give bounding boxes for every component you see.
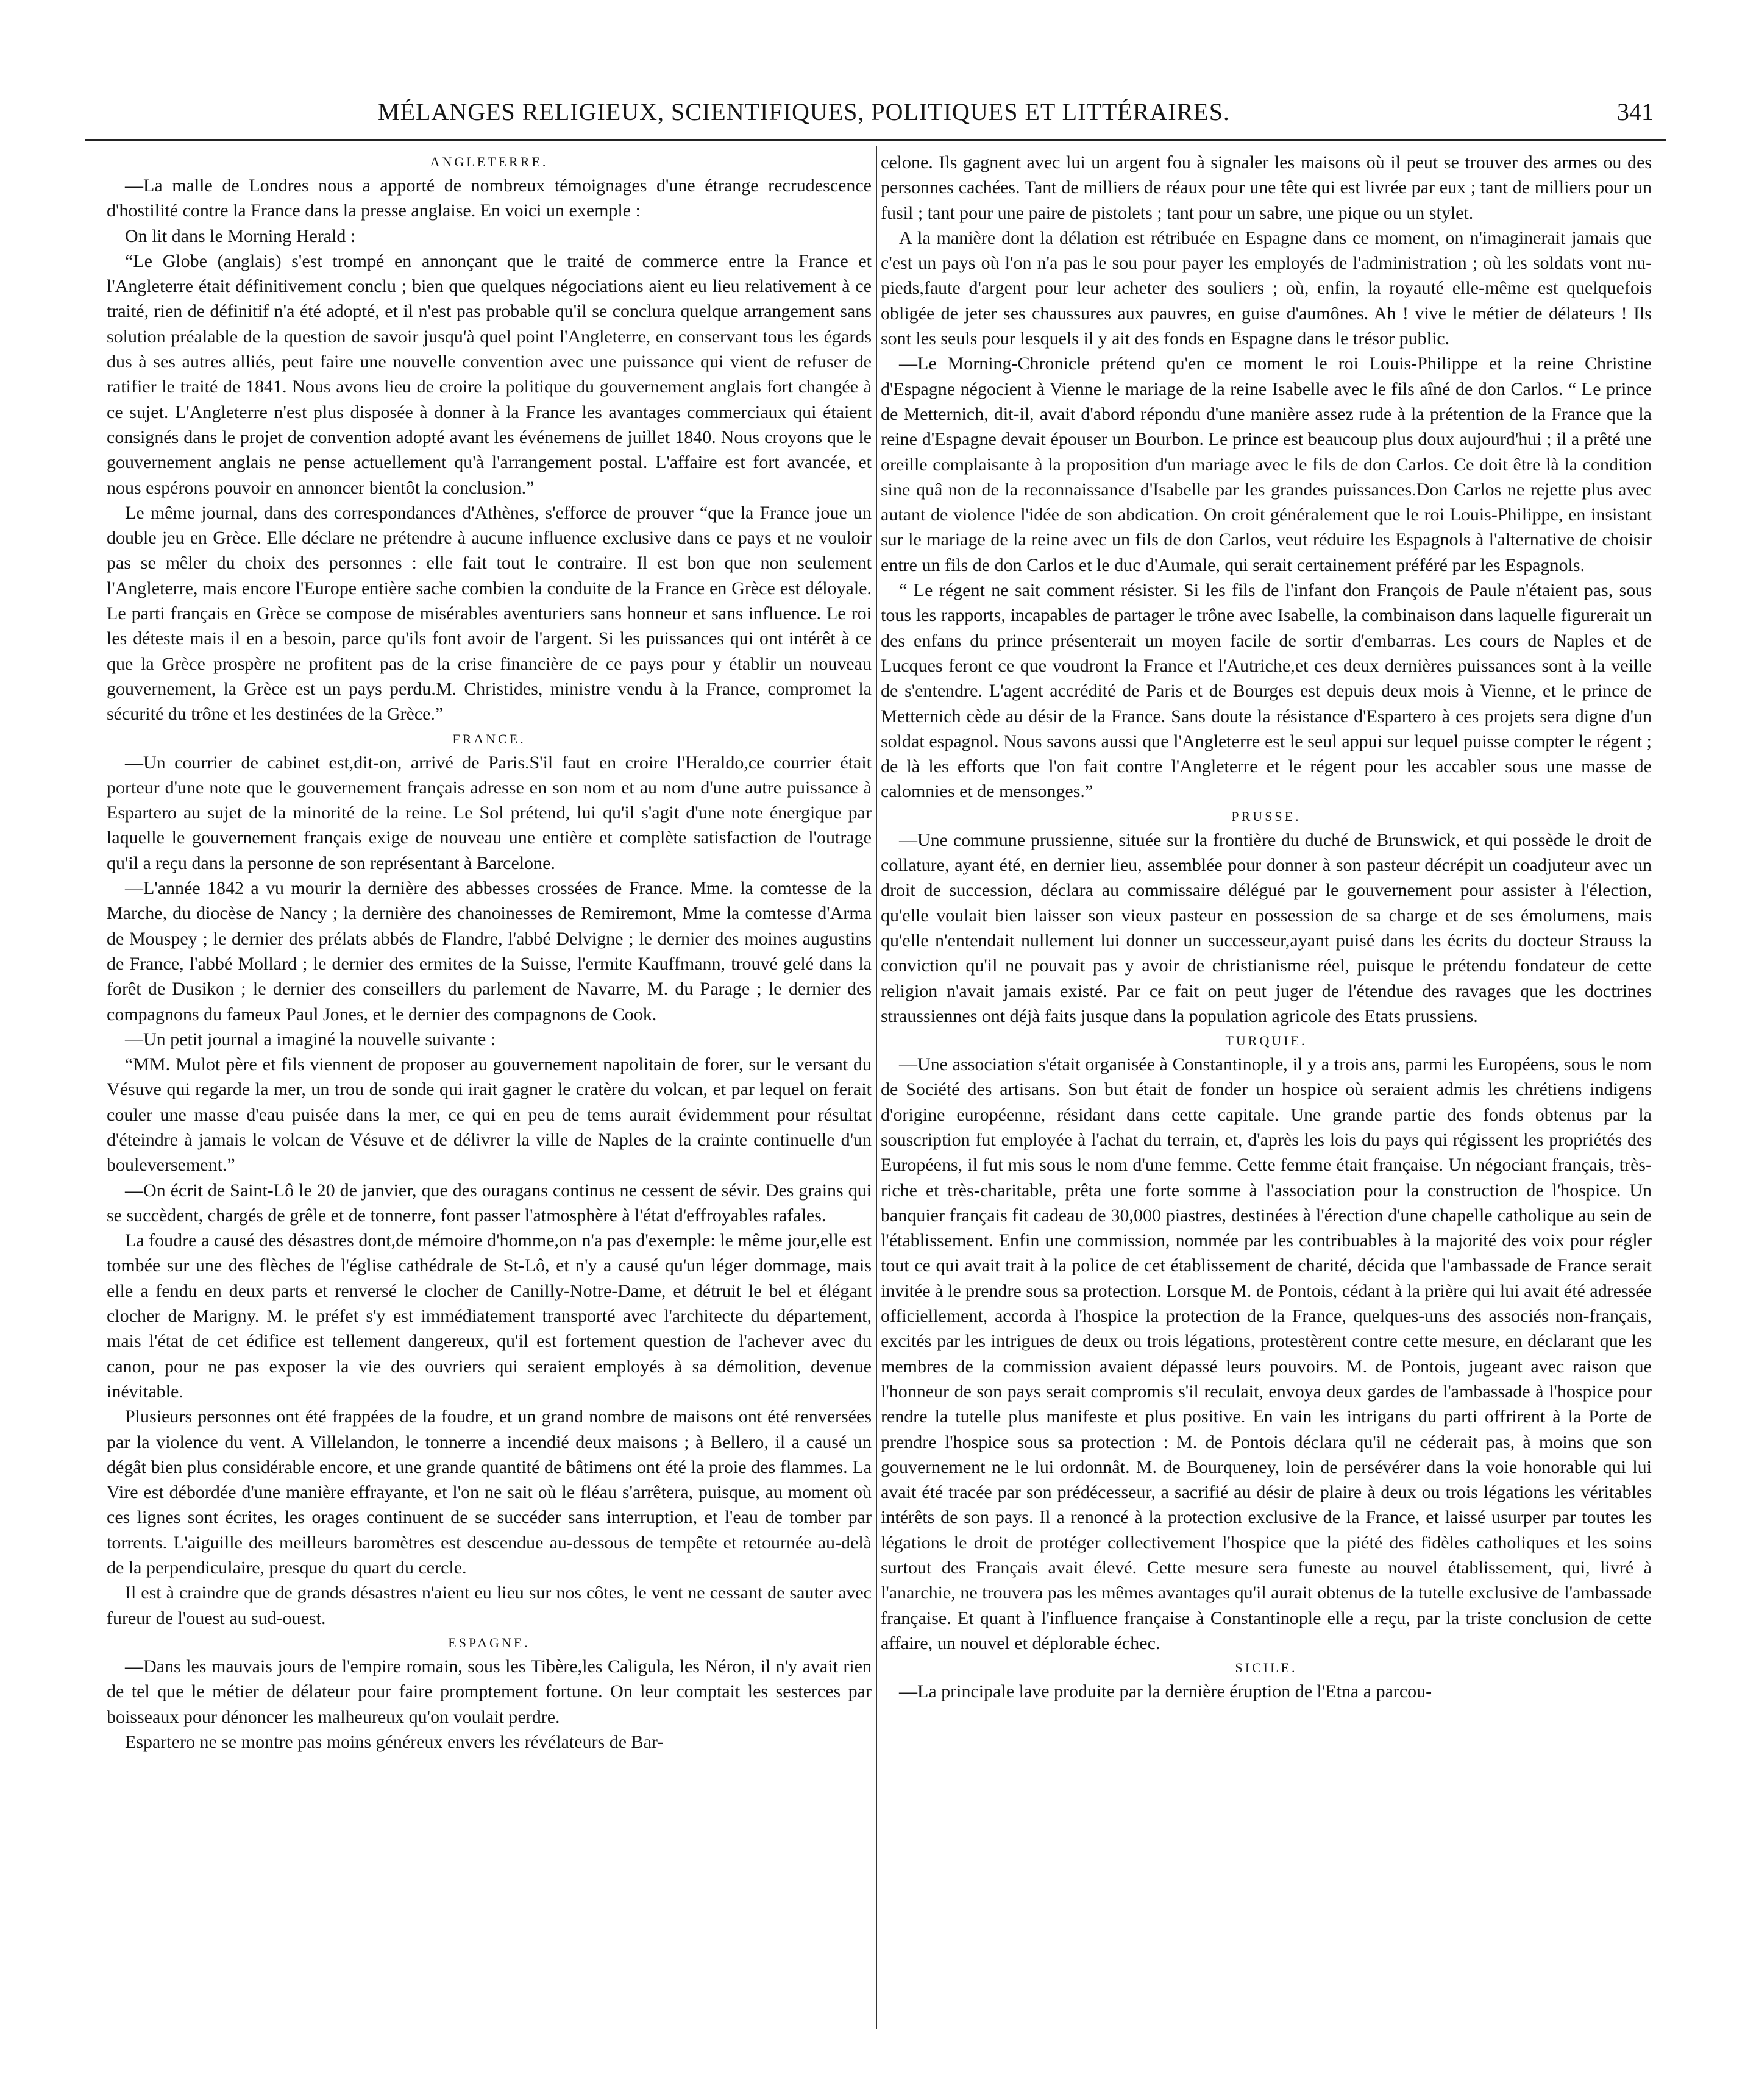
paragraph: —La malle de Londres nous a apporté de nombreux témoignages d'une étrange recrudescence d'hostilité contre la France dans la presse anglaise. En voici un exemple : bbox=[107, 176, 872, 221]
paragraph: celone. Ils gagnent avec lui un argent fou à signaler les maisons où il peut se trouver des armes ou des personnes cachées. Tant de milliers de réaux pour une tête qui est livrée par eux ; tant de milliers pour un fusil ; tant pour une paire de pistolets ; tant pour un sabre, une pique ou un stylet. bbox=[881, 152, 1652, 223]
paragraph: —Un petit journal a imaginé la nouvelle suivante : bbox=[125, 1029, 496, 1049]
right-column bbox=[881, 150, 1652, 2027]
left-column bbox=[107, 150, 872, 2027]
running-title: MÉLANGES RELIGIEUX, SCIENTIFIQUES, POLITIQUES ET LITTÉRAIRES. bbox=[378, 98, 1230, 126]
page-header bbox=[79, 98, 1666, 140]
paragraph: —On écrit de Saint-Lô le 20 de janvier, que des ouragans continus ne cessent de sévir. Des grains qui se succèdent, chargés de grêle et de tonnerre, font passer l'atmosphère à l'état d'effroyables rafales. bbox=[107, 1180, 872, 1226]
paragraph: Plusieurs personnes ont été frappées de la foudre, et un grand nombre de maisons ont été renversées par la violence du vent. A Villelandon, le tonnerre a incendié deux maisons ; à Bellero, il a causé un dégât bien plus considérable encore, et une grande quantité de bâtimens ont été la proie des flammes. La Vire est débordée d'une manière effrayante, et l'on ne sait où le fléau s'arrêtera, puisque, au moment où ces lignes sont écrites, les orages continuent de se succéder sans interruption, et l'eau de tomber par torrents. L'aiguille des meilleurs baromètres est descendue au-dessous de tempête et retournée au-delà de la perpendiculaire, presque du quart du cercle. bbox=[107, 1407, 872, 1578]
section-heading-espagne: ESPAGNE. bbox=[448, 1634, 530, 1650]
paragraph: Espartero ne se montre pas moins généreux envers les révélateurs de Bar- bbox=[125, 1731, 664, 1752]
section-heading-angleterre: ANGLETERRE. bbox=[430, 154, 549, 169]
paragraph: Il est à craindre que de grands désastres n'aient eu lieu sur nos côtes, le vent ne cessant de sauter avec fureur de l'ouest au sud-ouest. bbox=[107, 1583, 872, 1628]
section-heading-france: FRANCE. bbox=[452, 731, 526, 747]
paragraph: —Un courrier de cabinet est,dit-on, arrivé de Paris.S'il faut en croire l'Heraldo,ce courrier était porteur d'une note que le gouvernement français adresse en son nom et au nom d'une autre puissance à Espartero au sujet de la minorité de la reine. Le Sol prétend, lui qu'il s'agit d'une note énergique par laquelle le gouvernement français exige de nouveau une entière et complète satisfaction de l'outrage qu'il a reçu dans la personne de son représentant à Barcelone. bbox=[107, 752, 872, 873]
paragraph: On lit dans le Morning Herald : bbox=[125, 225, 356, 246]
paragraph: Le même journal, dans des correspondances d'Athènes, s'efforce de prouver “que la France joue un double jeu en Grèce. Elle déclare ne prétendre à aucune influence exclusive dans ce pays et ne vouloir pas se mêler du choix des personnes : elle fait tout le contraire. Il est bon que non seulement l'Angleterre, mais encore l'Europe entière sache combien la conduite de la France en Grèce est déloyale. Le parti français en Grèce se compose de misérables aventuriers sans honneur et sans influence. Le roi les déteste mais il en a besoin, parce qu'ils font avoir de l'argent. Si les puissances qui ont intérêt à ce que la Grèce prospère ne profitent pas de la crise financière de ce pays pour y établir un nouveau gouvernement, la Grèce est un pays perdu.M. Christides, ministre vendu à la France, compromet la sécurité du trône et les destinées de la Grèce.” bbox=[107, 502, 872, 725]
page-number: 341 bbox=[1617, 98, 1654, 126]
paragraph: “MM. Mulot père et fils viennent de proposer au gouvernement napolitain de forer, sur le versant du Vésuve qui regarde la mer, un trou de sonde qui irait gagner le cratère du volcan, et par lequel on ferait couler une masse d'eau puisée dans la mer, ce qui en peu de tems aurait évidemment pour résultat d'éteindre à jamais le volcan de Vésuve et de délivrer la ville de Naples de la crainte continuelle d'un bouleversement.” bbox=[107, 1054, 872, 1176]
paragraph: —Une association s'était organisée à Constantinople, il y a trois ans, parmi les Européens, sous le nom de Société des artisans. Son but était de fonder un hospice où seraient admis les chrétiens indigens d'origine européenne, résidant dans cette capitale. Une grande partie des fonds obtenus par la souscription fut employée à l'achat du terrain, et, d'après les lois du pays qui régissent les propriétés des Européens, il fut mis sous le nom d'une femme. Cette femme était française. Un négociant français, très-riche et très-charitable, prêta une forte somme à l'association pour la construction de l'hospice. Un banquier français fit cadeau de 30,000 piastres, destinées à l'érection d'une chapelle catholique au sein de l'établissement. Enfin une commission, nommée par les contribuables à la majorité des voix pour régler tout ce qui avait trait à la police de cet établissement de charité, décida que l'ambassade de France serait invitée à le prendre sous sa protection. Lorsque M. de Pontois, cédant à la prière qui lui avait été adressée officiellement, accorda à l'hospice la protection de la France, quelques-uns des associés non-français, excités par les intrigues de deux ou trois légations, protestèrent contre cette mesure, en déclarant que les membres de la commission avaient dépassé leurs pouvoirs. M. de Pontois, jugeant avec raison que l'honneur de son pays serait compromis s'il reculait, envoya deux gardes de l'ambassade à l'hospice pour rendre la tutelle plus manifeste et plus positive. En vain les intrigans du parti offrirent à la Porte de prendre l'hospice sous sa protection : M. de Pontois déclara qu'il ne céderait pas, à moins que son gouvernement ne le lui ordonnât. M. de Bourqueney, loin de persévérer dans la voie honorable qui lui avait été tracée par son prédécesseur, a sacrifié au désir de plaire à deux ou trois légations les véritables intérêts de son pays. Il a renoncé à la protection exclusive de la France, et laissé usurper par toutes les légations le droit de protéger collectivement l'hospice que la piété des fidèles catholiques et les soins surtout des Français avait élevé. Cette mesure sera funeste au nouvel établissement, qui, livré à l'anarchie, ne trouvera pas les mêmes avantages qu'il aurait obtenus de la tutelle exclusive de l'ambassade française. Et quant à l'influence française à Constantinople elle a reçu, par la triste conclusion de cette affaire, un nouvel et déplorable échec. bbox=[881, 1054, 1652, 1653]
paragraph: —L'année 1842 a vu mourir la dernière des abbesses crossées de France. Mme. la comtesse de la Marche, du diocèse de Nancy ; la dernière des chanoinesses de Remiremont, Mme la comtesse d'Arma de Mouspey ; le dernier des prélats abbés de Flandre, l'abbé Delvigne ; le dernier des moines augustins de France, l'abbé Mollard ; le dernier des ermites de la Suisse, l'ermite Kauffmann, trouvé gelé dans la forêt de Dusikon ; le dernier des conseillers du parlement de Navarre, M. du Parage ; le dernier des compagnons du fameux Paul Jones, et le dernier des compagnons de Cook. bbox=[107, 878, 872, 1024]
section-heading-sicile: SICILE. bbox=[1235, 1660, 1298, 1676]
column-divider bbox=[876, 146, 877, 2029]
paragraph: —Une commune prussienne, située sur la frontière du duché de Brunswick, et qui possède le droit de collature, ayant été, en dernier lieu, assemblée pour donner à son pasteur décrépit un coadjuteur avec un droit de succession, déclara au commissaire délégué par le gouvernement pour assister à l'élection, qu'elle voulait bien laisser son vieux pasteur en possession de sa charge et de ses émolumens, mais qu'elle n'entendait nullement lui donner un successeur,ayant puisé dans les écrits du docteur Strauss la conviction qu'il ne pouvait pas y avoir de christianisme réel, puisque le prétendu fondateur de cette religion n'avait jamais existé. Par ce fait on peut juger de l'étendue des ravages que les doctrines straussiennes ont déjà faits jusque dans la population agricole des Etats prussiens. bbox=[881, 829, 1652, 1026]
paragraph: —La principale lave produite par la dernière éruption de l'Etna a parcou- bbox=[899, 1681, 1432, 1702]
paragraph: —Dans les mauvais jours de l'empire romain, sous les Tibère,les Caligula, les Néron, il n'y avait rien de tel que le métier de délateur pour faire promptement fortune. On leur comptait les sesterces par boisseaux pour dénoncer les malheureux qu'on voulait perdre. bbox=[107, 1656, 872, 1727]
paragraph: “ Le régent ne sait comment résister. Si les fils de l'infant don François de Paule n'étaient pas, sous tous les rapports, incapables de partager le trône avec Isabelle, la combinaison dans laquelle figurerait un des enfans du prince présenterait un moyen facile de sortir d'embarras. Les cours de Naples et de Lucques feront ce que voudront la France et l'Autriche,et ces deux dernières puissances sont à la veille de s'entendre. L'agent accrédité de Paris et de Bourges est depuis deux mois à Vienne, et le prince de Metternich cède au désir de la France. Sans doute la résistance d'Espartero à ces projets sera digne d'un soldat espagnol. Nous savons aussi que l'Angleterre est le seul appui sur lequel puisse compter le régent ; de là les efforts que l'on fait contre l'Angleterre et le régent pour les accabler sous une masse de calomnies et de mensonges.” bbox=[881, 580, 1652, 802]
paragraph: “Le Globe (anglais) s'est trompé en annonçant que le traité de commerce entre la France et l'Angleterre était définitivement conclu ; bien que quelques négociations aient eu lieu relativement à ce traité, rien de définitif n'a été adopté, et il n'est pas probable qu'il se conclura quelque arrangement sans solution préalable de la question de savoir jusqu'à quel point l'Angleterre, en conservant tous les égards dus à ses autres alliés, peut faire une nouvelle convention avec une puissance qui vient de refuser de ratifier le traité de 1841. Nous avons lieu de croire la politique du gouvernement anglais fort changée à ce sujet. L'Angleterre n'est plus disposée à donner à la France les avantages commerciaux qui étaient consignés dans le projet de convention adopté avant les événemens de juillet 1840. Nous croyons que le gouvernement anglais ne pense actuellement qu'à l'arrangement postal. L'affaire est fort avancée, et nous espérons pouvoir en annoncer bientôt la conclusion.” bbox=[107, 250, 872, 498]
paragraph: —Le Morning-Chronicle prétend qu'en ce moment le roi Louis-Philippe et la reine Christine d'Espagne négocient à Vienne le mariage de la reine Isabelle avec le fils aîné de don Carlos. “ Le prince de Metternich, dit-il, avait d'abord répondu d'une manière assez rude à la prétention de la France que la reine d'Espagne devait épouser un Bourbon. Le prince est beaucoup plus doux aujourd'hui ; il a prêté une oreille complaisante à la proposition d'un mariage avec le fils de don Carlos. Ce doit être là la condition sine quâ non de la reconnaissance d'Isabelle par les grandes puissances.Don Carlos ne rejette plus avec autant de violence l'idée de son abdication. On croit généralement que le roi Louis-Philippe, en insistant sur le mariage de la reine avec un fils de don Carlos, veut réduire les Espagnols à l'alternative de choisir entre un fils de don Carlos et le duc d'Aumale, qui serait certainement préféré par les Espagnols. bbox=[881, 353, 1652, 575]
paragraph: La foudre a causé des désastres dont,de mémoire d'homme,on n'a pas d'exemple: le même jour,elle est tombée sur une des flèches de l'église cathédrale de St-Lô, et n'y a causé qu'un léger dommage, mais elle a fendu en deux parts et renversé le clocher de Canilly-Notre-Dame, et détruit le bel et élégant clocher de Marigny. M. le préfet s'y est immédiatement transporté avec l'architecte du département, mais l'état de cet édifice est tellement dangereux, qu'il est fortement question de l'achever avec du canon, pour ne pas exposer la vie des ouvriers qui seraient employés à sa démolition, devenue inévitable. bbox=[107, 1230, 872, 1402]
paragraph: A la manière dont la délation est rétribuée en Espagne dans ce moment, on n'imaginerait jamais que c'est un pays où l'on n'a pas le sou pour payer les employés de l'administration ; où les soldats vont nu-pieds,faute d'argent pour leur acheter des souliers ; où, enfin, la royauté elle-même est quelquefois obligée de jeter ses chaussures aux pauvres, en guise d'aumônes. Ah ! vive le métier de délateurs ! Ils sont les seuls pour lesquels il y ait des fonds en Espagne dans le trésor public. bbox=[881, 227, 1652, 349]
header-rule bbox=[85, 139, 1666, 141]
section-heading-prusse: PRUSSE. bbox=[1231, 808, 1301, 824]
section-heading-turquie: TURQUIE. bbox=[1225, 1033, 1307, 1049]
